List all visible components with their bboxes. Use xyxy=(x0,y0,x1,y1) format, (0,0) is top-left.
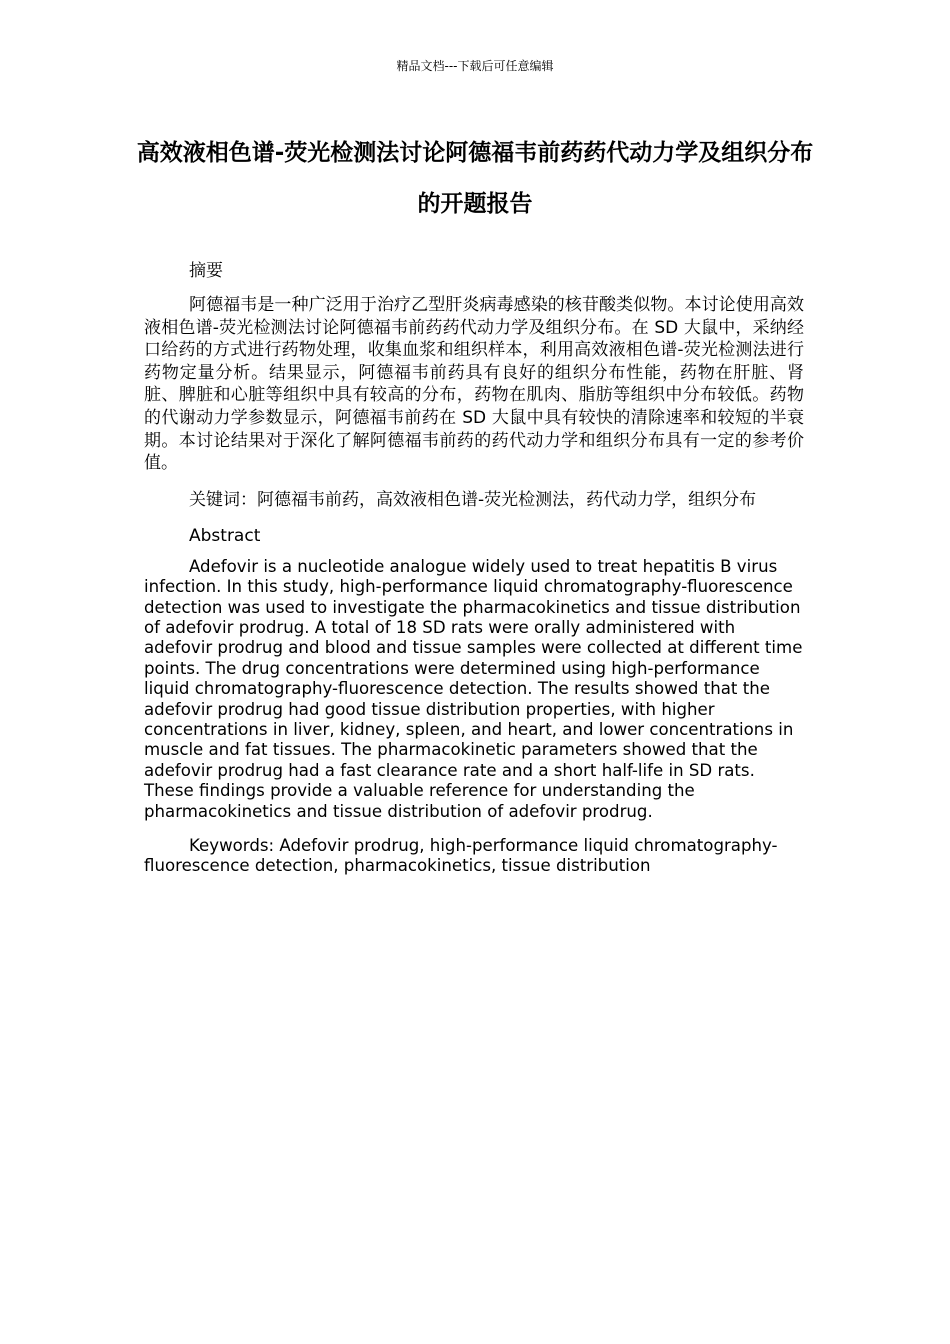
header-note: 精品文档---下载后可任意编辑 xyxy=(396,59,554,73)
abstract-en-paragraph: Adefovir is a nucleotide analogue widely used to treat hepatitis B virus infection. In this study, high-performance liquid chromatography-fluorescence detection was used to investigate the pharmacokinetics and tissue distribution of adefovir prodrug. A total of 18 SD rats were orally administered with adefovir prodrug and blood and tissue samples were collected at different time points. The drug concentrations were determined using high-performance liquid chromatography-fluorescence detection. The results showed that the adefovir prodrug had good tissue distribution properties, with higher concentrations in liver, kidney, spleen, and heart, and lower concentrations in muscle and fat tissues. The pharmacokinetic parameters showed that the adefovir prodrug had a fast clearance rate and a short half-life in SD rats. These findings provide a valuable reference for understanding the pharmacokinetics and tissue distribution of adefovir prodrug. xyxy=(144,556,803,821)
abstract-en-heading: Abstract xyxy=(189,525,261,546)
abstract-cn-paragraph: 阿德福韦是一种广泛用于治疗乙型肝炎病毒感染的核苷酸类似物。本讨论使用高效液相色谱-荧光检测法讨论阿德福韦前药药代动力学及组织分布。在 SD 大鼠中，采纳经口给药的方式进行药物处理，收集血浆和组织样本，利用高效液相色谱-荧光检测法进行药物定量分析。结果显示，阿德福韦前药具有良好的组织分布性能，药物在肝脏、肾脏、脾脏和心脏等组织中具有较高的分布，药物在肌肉、脂肪等组织中分布较低。药物的代谢动力学参数显示，阿德福韦前药在 SD 大鼠中具有较快的清除速率和较短的半衰期。本讨论结果对于深化了解阿德福韦前药的药代动力学和组织分布具有一定的参考价值。 xyxy=(144,295,804,474)
keywords-cn: 关键词：阿德福韦前药，高效液相色谱-荧光检测法，药代动力学，组织分布 xyxy=(189,489,757,510)
document-title: 高效液相色谱-荧光检测法讨论阿德福韦前药药代动力学及组织分布的开题报告 xyxy=(136,140,814,217)
keywords-en: Keywords: Adefovir prodrug, high-performance liquid chromatography-fluorescence detection, pharmacokinetics, tissue distribution xyxy=(144,836,778,876)
document-body xyxy=(144,258,804,877)
abstract-cn-heading: 摘要 xyxy=(189,261,223,281)
